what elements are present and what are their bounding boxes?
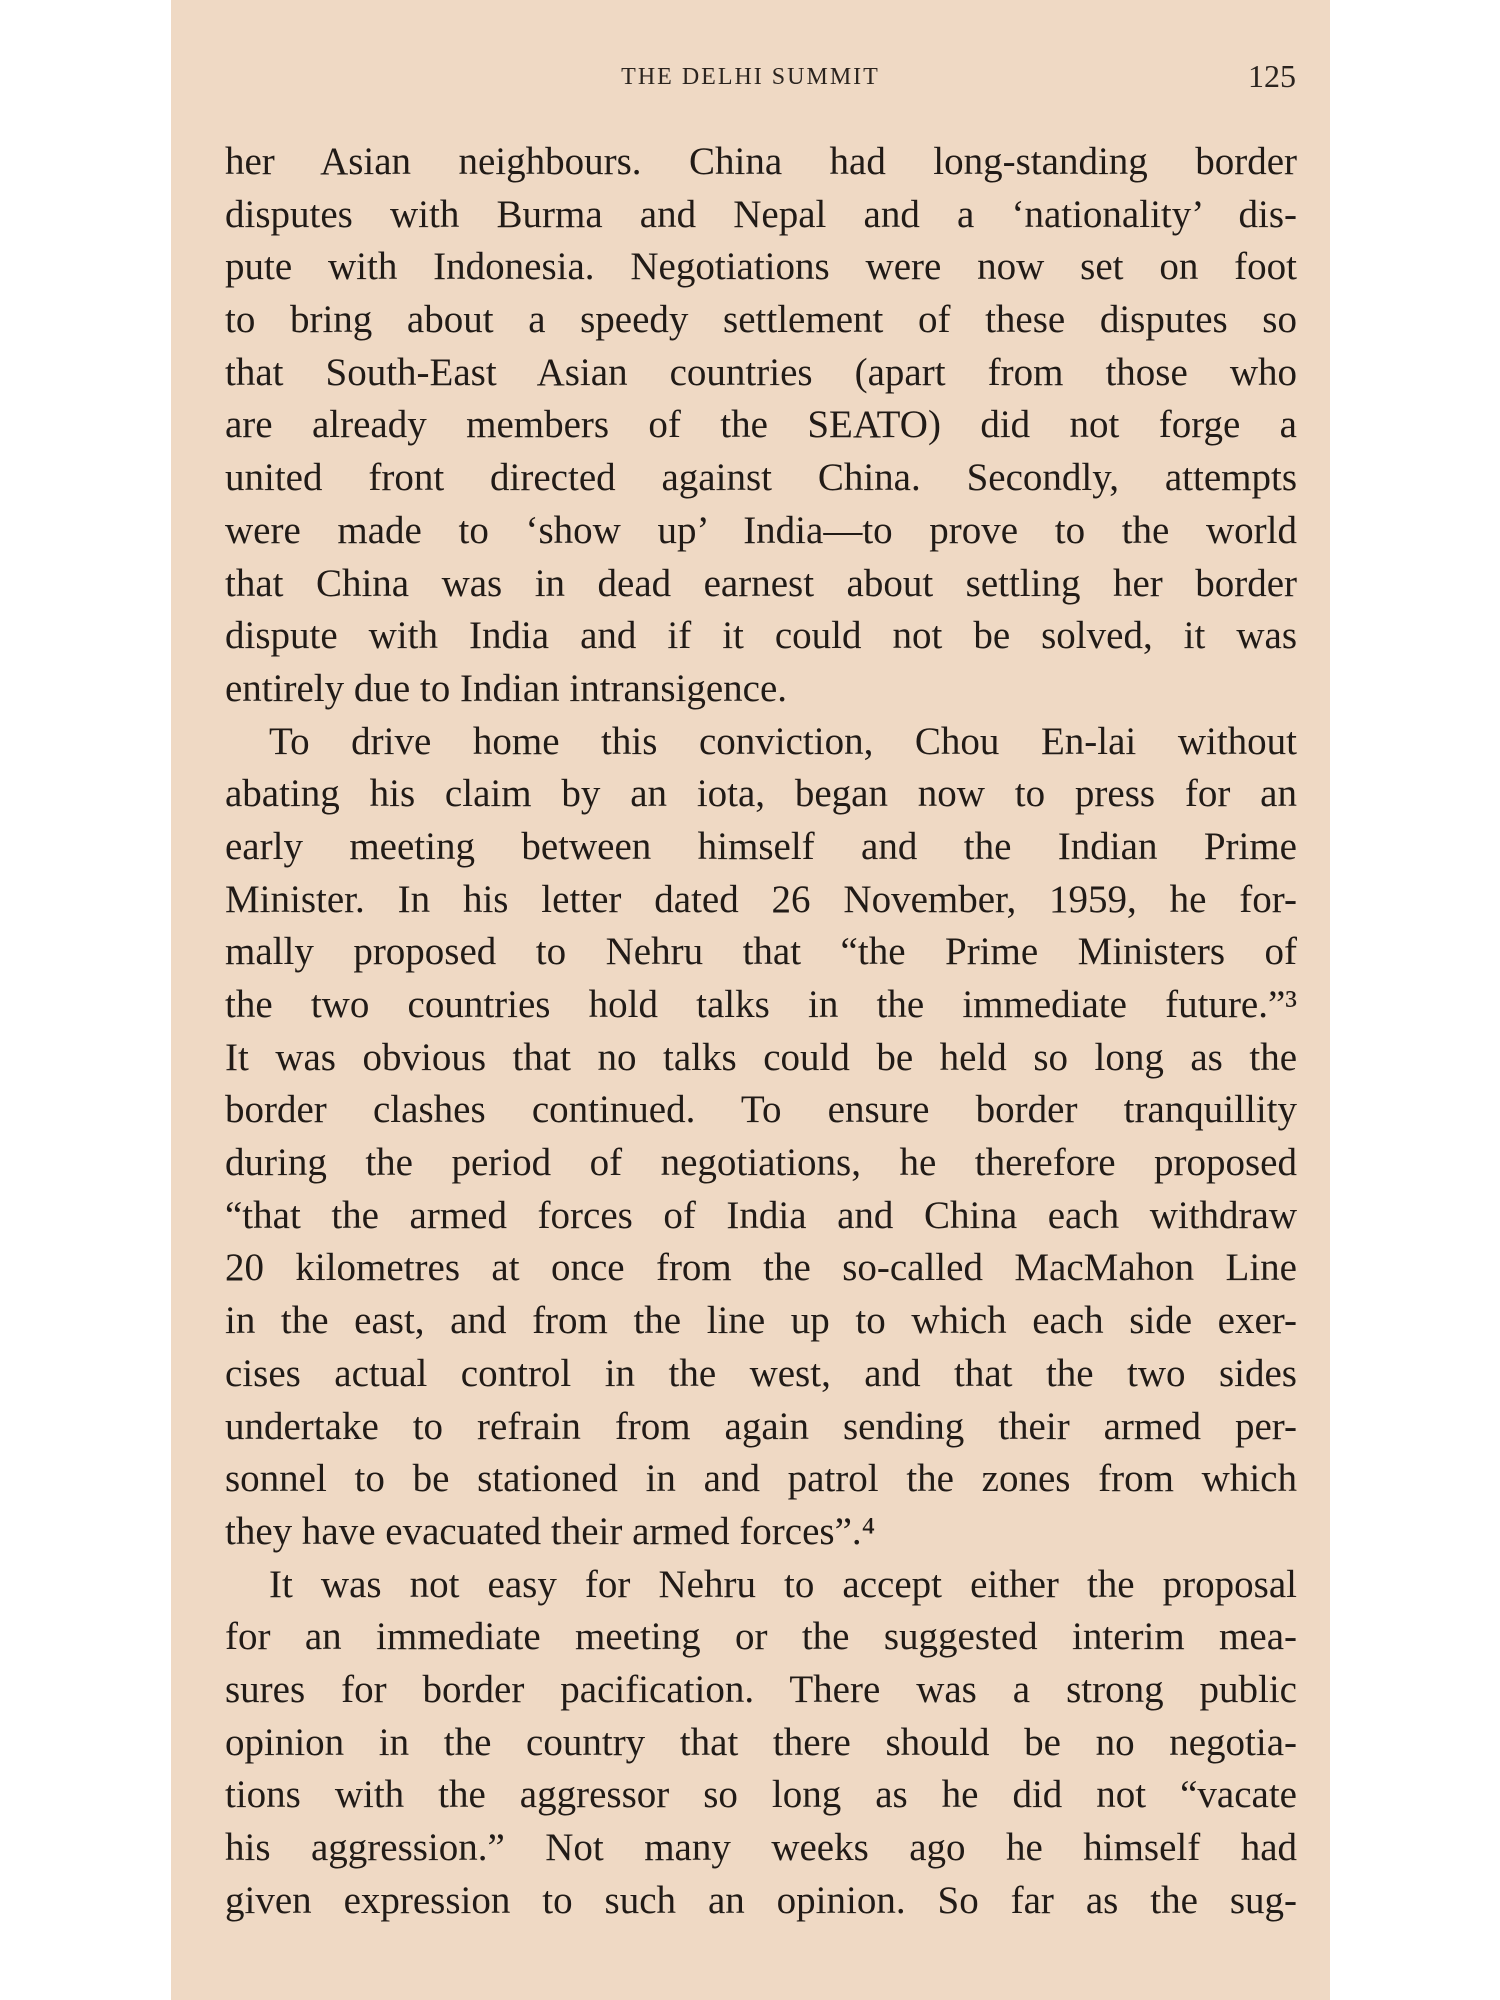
body-text (225, 136, 1297, 1927)
text-line: sures for border pacification. There was a strong public (225, 1667, 1297, 1711)
text-line: given expression to such an opinion. So far as the sug- (225, 1878, 1297, 1922)
text-line: his aggression.” Not many weeks ago he himself had (225, 1826, 1297, 1869)
page-number: 125 (1248, 58, 1296, 94)
text-line: “that the armed forces of India and China each withdraw (225, 1193, 1297, 1237)
text-line: her Asian neighbours. China had long-standing border (225, 140, 1297, 183)
text-line: early meeting between himself and the Indian Prime (225, 824, 1297, 868)
text-line: in the east, and from the line up to which each side exer- (225, 1299, 1297, 1343)
text-line: disputes with Burma and Nepal and a ‘nationality’ dis- (225, 192, 1297, 236)
text-line: cises actual control in the west, and that the two sides (225, 1351, 1297, 1395)
text-line: are already members of the SEATO) did not forge a (225, 403, 1297, 447)
text-line: Minister. In his letter dated 26 November, 1959, he for- (225, 877, 1297, 921)
text-line: pute with Indonesia. Negotiations were now set on foot (225, 245, 1297, 289)
text-line: united front directed against China. Secondly, attempts (225, 456, 1297, 500)
text-line: border clashes continued. To ensure border tranquillity (225, 1088, 1297, 1132)
running-head (171, 58, 1330, 108)
text-line: that South-East Asian countries (apart from those who (225, 350, 1297, 394)
text-line: were made to ‘show up’ India—to prove to the world (225, 508, 1297, 552)
text-line: they have evacuated their armed forces”.⁴ (225, 1509, 876, 1553)
running-title: THE DELHI SUMMIT (621, 64, 880, 90)
text-line: to bring about a speedy settlement of these disputes so (225, 298, 1297, 342)
text-line: that China was in dead earnest about settling her border (225, 561, 1297, 605)
text-line: dispute with India and if it could not be solved, it was (225, 614, 1297, 658)
text-line: undertake to refrain from again sending their armed per- (225, 1404, 1297, 1448)
text-line: for an immediate meeting or the suggested interim mea- (225, 1615, 1297, 1659)
text-line: tions with the aggressor so long as he did not “vacate (225, 1773, 1297, 1817)
text-line: It was obvious that no talks could be held so long as the (225, 1035, 1297, 1079)
text-line: opinion in the country that there should be no negotia- (225, 1720, 1297, 1764)
text-line: sonnel to be stationed in and patrol the zones from which (225, 1457, 1297, 1501)
text-line: during the period of negotiations, he therefore proposed (225, 1141, 1297, 1185)
text-line: the two countries hold talks in the immediate future.”³ (225, 983, 1297, 1026)
book-page (171, 0, 1330, 2000)
text-line: abating his claim by an iota, began now to press for an (225, 772, 1297, 816)
text-line: It was not easy for Nehru to accept either the proposal (269, 1562, 1297, 1606)
text-line: 20 kilometres at once from the so-called MacMahon Line (225, 1246, 1297, 1290)
text-line: To drive home this conviction, Chou En-lai without (269, 719, 1297, 763)
text-line: entirely due to Indian intransigence. (225, 666, 788, 710)
text-line: mally proposed to Nehru that “the Prime Ministers of (225, 930, 1297, 974)
